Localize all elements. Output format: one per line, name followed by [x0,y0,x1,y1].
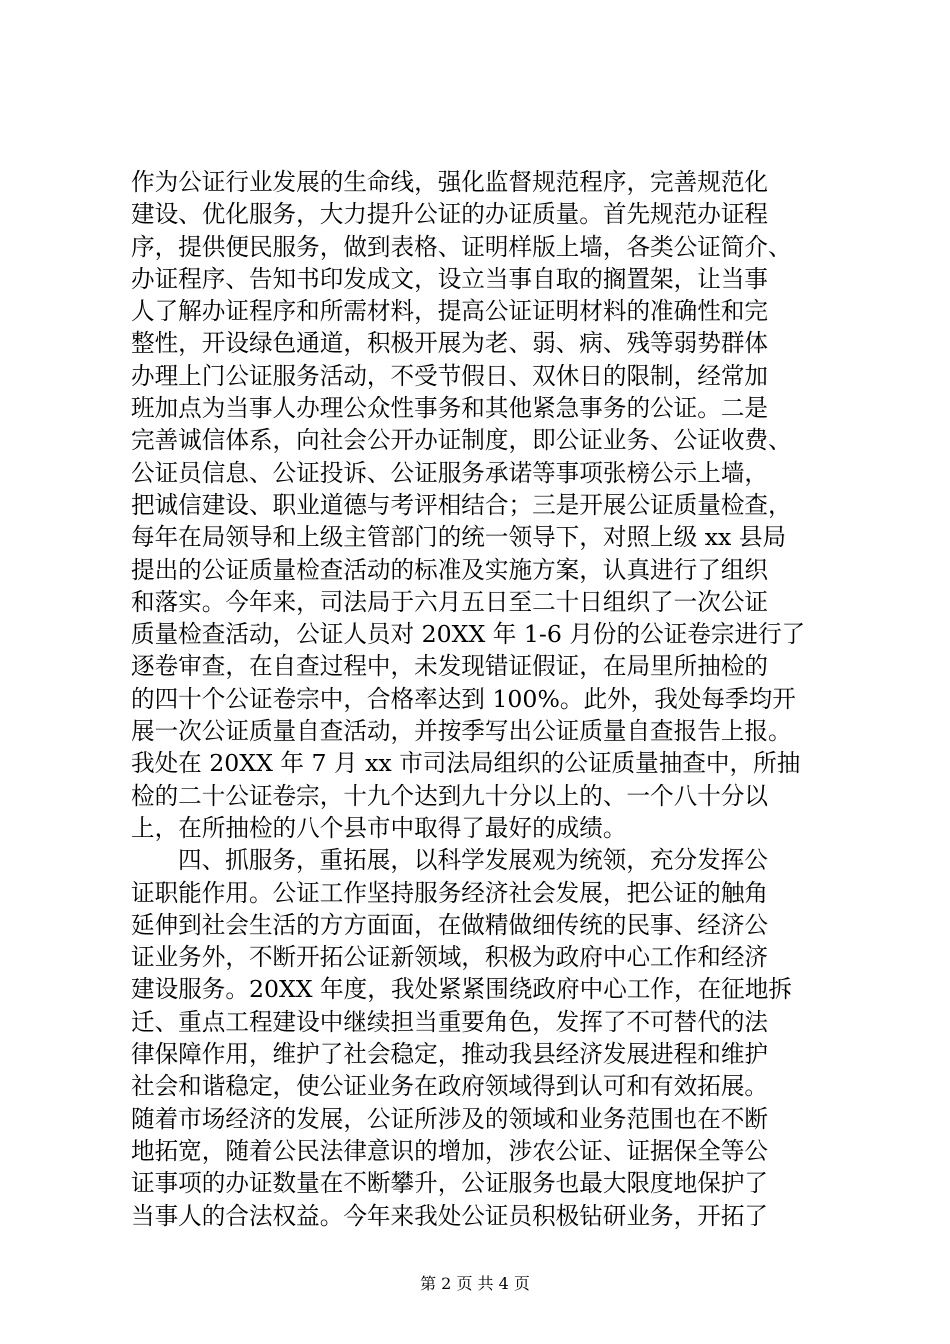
text-line: 办证程序、告知书印发成文，设立当事自取的搁置架，让当事 [131,264,769,293]
text-line: 序，提供便民服务，做到表格、证明样版上墙，各类公证简介、 [131,232,792,261]
text-line: 地拓宽，随着公民法律意识的增加，涉农公证、证据保全等公 [131,1136,769,1165]
text-line: 每年在局领导和上级主管部门的统一领导下，对照上级 xx 县局 [131,523,787,552]
text-line: 证业务外，不断开拓公证新领域，积极为政府中心工作和经济 [131,943,769,972]
text-line: 证职能作用。公证工作坚持服务经济社会发展，把公证的触角 [131,878,769,907]
document-body [131,166,831,1232]
text-line: 律保障作用，维护了社会稳定，推动我县经济发展进程和维护 [131,1040,769,1069]
text-line: 提出的公证质量检查活动的标准及实施方案，认真进行了组织 [131,555,769,584]
text-line: 质量检查活动，公证人员对 20XX 年 1-6 月份的公证卷宗进行了 [131,620,806,649]
text-line: 当事人的合法权益。今年来我处公证员积极钻研业务，开拓了 [131,1201,769,1230]
text-line: 社会和谐稳定，使公证业务在政府领域得到认可和有效拓展。 [131,1072,769,1101]
text-line: 作为公证行业发展的生命线，强化监督规范程序，完善规范化 [131,168,769,196]
text-line: 完善诚信体系，向社会公开办证制度，即公证业务、公证收费、 [131,426,792,455]
text-line: 证事项的办证数量在不断攀升，公证服务也最大限度地保护了 [131,1169,769,1198]
text-line: 整性，开设绿色通道，积极开展为老、弱、病、残等弱势群体 [131,329,769,358]
text-line: 我处在 20XX 年 7 月 xx 市司法局组织的公证质量抽查中，所抽 [131,749,801,778]
text-line: 建设、优化服务，大力提升公证的办证质量。首先规范办证程 [131,200,769,229]
text-line: 延伸到社会生活的方方面面，在做精做细传统的民事、经济公 [131,910,769,939]
text-line: 办理上门公证服务活动，不受节假日、双休日的限制，经常加 [131,361,769,390]
text-line: 建设服务。20XX 年度，我处紧紧围绕政府中心工作，在征地拆 [131,975,792,1004]
text-line: 把诚信建设、职业道德与考评相结合；三是开展公证质量检查， [131,490,792,519]
text-line: 人了解办证程序和所需材料，提高公证证明材料的准确性和完 [131,297,769,326]
text-line: 随着市场经济的发展，公证所涉及的领域和业务范围也在不断 [131,1104,769,1133]
text-line: 上，在所抽检的八个县市中取得了最好的成绩。 [131,813,627,842]
text-line: 检的二十公证卷宗，十九个达到九十分以上的、一个八十分以 [131,781,769,810]
text-line: 展一次公证质量自查活动，并按季写出公证质量自查报告上报。 [131,717,792,746]
text-line: 迁、重点工程建设中继续担当重要角色，发挥了不可替代的法 [131,1007,769,1036]
text-line: 的四十个公证卷宗中，合格率达到 100%。此外，我处每季均开 [131,684,796,713]
text-line: 和落实。今年来，司法局于六月五日至二十日组织了一次公证 [131,587,769,616]
text-line: 班加点为当事人办理公众性事务和其他紧急事务的公证。二是 [131,394,769,423]
text-line: 公证员信息、公证投诉、公证服务承诺等事项张榜公示上墙， [131,458,769,487]
page-footer: 第 2 页 共 4 页 [420,1274,530,1293]
text-line: 四、抓服务，重拓展，以科学发展观为统领，充分发挥公 [178,846,768,875]
text-line: 逐卷审查，在自查过程中，未发现错证假证，在局里所抽检的 [131,652,769,681]
